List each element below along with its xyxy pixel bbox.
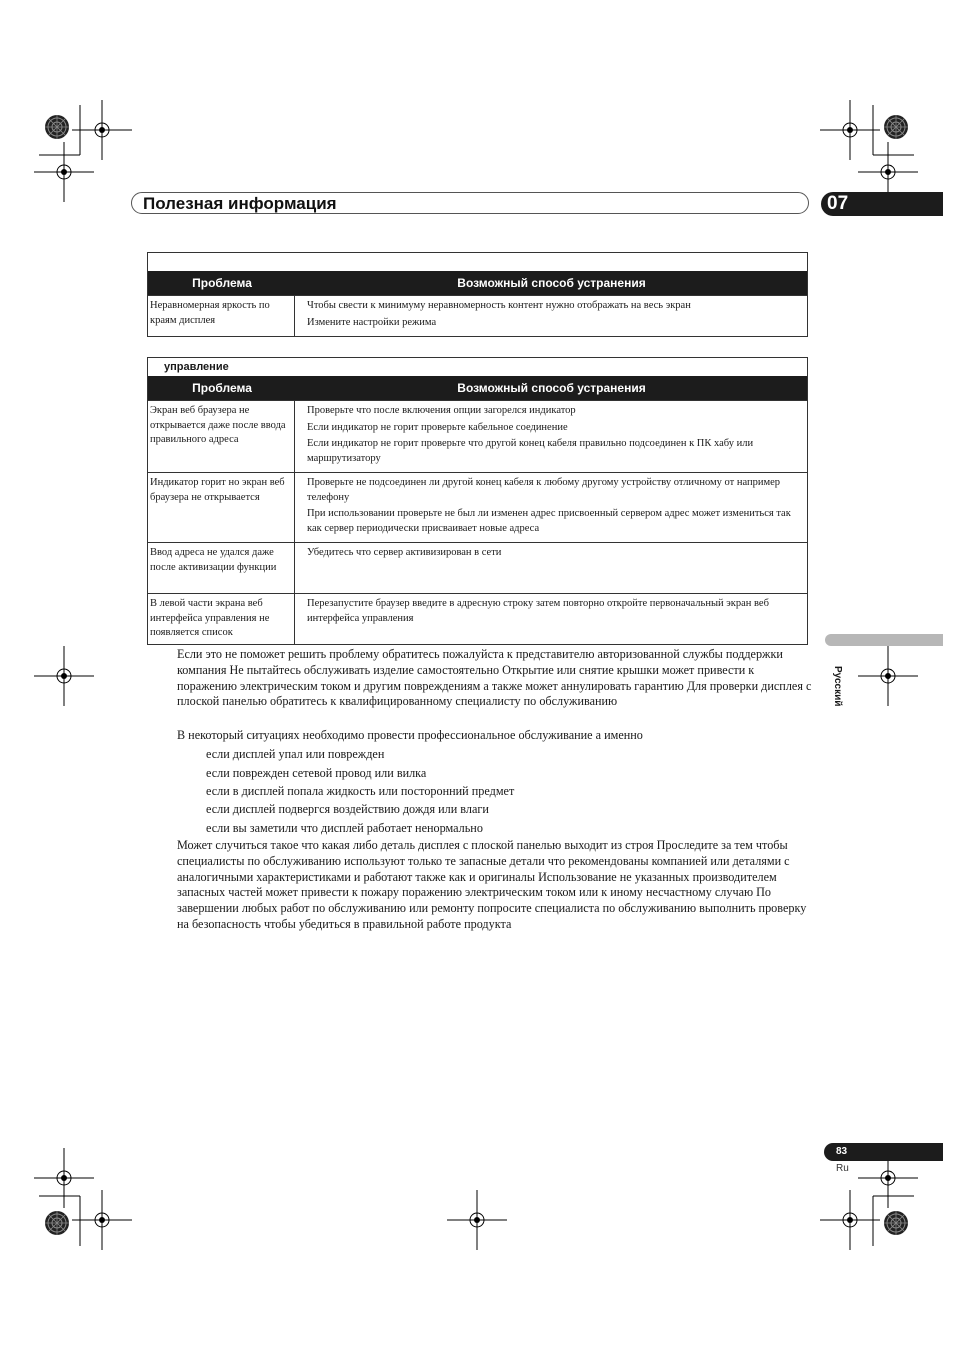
page-language-code: Ru [836, 1163, 849, 1174]
table-header [148, 376, 807, 400]
page-title: Полезная информация [143, 194, 337, 213]
solution-item: Проверьте не подсоединен ли другой конец кабеля к любому другому устройству отличному от например телефону [307, 477, 781, 503]
column-header-problem: Проблема [192, 276, 252, 290]
problem-cell: Ввод адреса не удался даже после активизации функции [148, 543, 295, 593]
solution-cell [295, 296, 807, 336]
solution-cell [295, 401, 807, 472]
solution-item: Убедитесь что сервер активизирован в сети [307, 547, 502, 558]
solution-cell [295, 473, 807, 542]
table-row [148, 400, 807, 472]
troubleshooting-table-web-control [147, 357, 808, 645]
chapter-number: 07 [827, 193, 849, 214]
solution-cell [295, 543, 807, 593]
parts-paragraph: Может случиться такое что какая либо деталь дисплея с плоской панелью выходит из строя Проследите за тем чтобы специалисты по обслуживанию используют только те запасные детали что рекомендованы компанией или деталями с аналогичными характеристиками и работают также как и оригиналы Использование не указанных производителем запасных частей может привести к пожару поражению электрическим током или к иному несчастному случаю По завершении любых работ по обслуживанию или ремонту попросите специалиста по обслуживанию выполнить проверку на безопасность чтобы убедиться в правильной работе продукта [177, 838, 807, 931]
page-number: 83 [836, 1146, 848, 1157]
service-paragraph: Если это не поможет решить проблему обратитесь пожалуйста к представителю авторизованной службы поддержки компания Не пытайтесь обслуживать изделие самостоятельно Открытие или снятие крышки может привести к поражению электрическим током и другим повреждениям а также может аннулировать гарантию Для проверки дисплея с плоской панелью обратитесь к квалифицированному специалисту по обслуживанию [177, 647, 812, 709]
table-header [148, 271, 807, 295]
troubleshooting-table-display [147, 252, 808, 337]
table-caption [148, 253, 807, 271]
list-item: если вы заметили что дисплей работает ненормально [206, 821, 483, 835]
solution-item: Если индикатор не горит проверьте что другой конец кабеля правильно подсоединен к ПК хабу или маршрутизатору [307, 438, 754, 464]
table-row [148, 295, 807, 336]
list-item: если в дисплей попала жидкость или посторонний предмет [206, 784, 515, 798]
problem-cell: Неравномерная яркость по краям дисплея [148, 296, 295, 336]
solution-item: При использовании проверьте не был ли изменен адрес присвоенный сервером адрес может измениться так как сервер периодически присваивает новые адреса [307, 508, 791, 534]
table-row [148, 593, 807, 644]
problem-cell: Индикатор горит но экран веб браузера не открывается [148, 473, 295, 542]
table-row [148, 542, 807, 593]
service-intro: В некоторый ситуациях необходимо провести профессиональное обслуживание а именно [177, 728, 643, 742]
list-item: если дисплей подвергся воздействию дождя или влаги [206, 802, 489, 816]
solution-cell [295, 594, 807, 644]
solution-item: Перезапустите браузер введите в адресную строку затем повторно откройте первоначальный экран веб интерфейса управления [307, 598, 769, 624]
column-header-solution: Возможный способ устранения [457, 276, 646, 290]
problem-cell: Экран веб браузера не открывается даже после ввода правильного адреса [148, 401, 295, 472]
column-header-solution: Возможный способ устранения [457, 381, 646, 395]
table-caption: управление [164, 361, 229, 373]
table-row [148, 472, 807, 542]
list-item: если дисплей упал или поврежден [206, 747, 385, 761]
problem-cell: В левой части экрана веб интерфейса управления не появляется список [148, 594, 295, 644]
solution-item: Чтобы свести к минимуму неравномерность контент нужно отображать на весь экран [307, 300, 691, 311]
list-item: если поврежден сетевой провод или вилка [206, 766, 427, 780]
solution-item: Проверьте что после включения опции загорелся индикатор [307, 405, 576, 416]
solution-item: Измените настройки режима [307, 316, 437, 328]
language-side-label: Русский [832, 666, 843, 707]
language-side-tab [825, 634, 943, 646]
solution-item: Если индикатор не горит проверьте кабельное соединение [307, 421, 568, 433]
column-header-problem: Проблема [192, 381, 252, 395]
